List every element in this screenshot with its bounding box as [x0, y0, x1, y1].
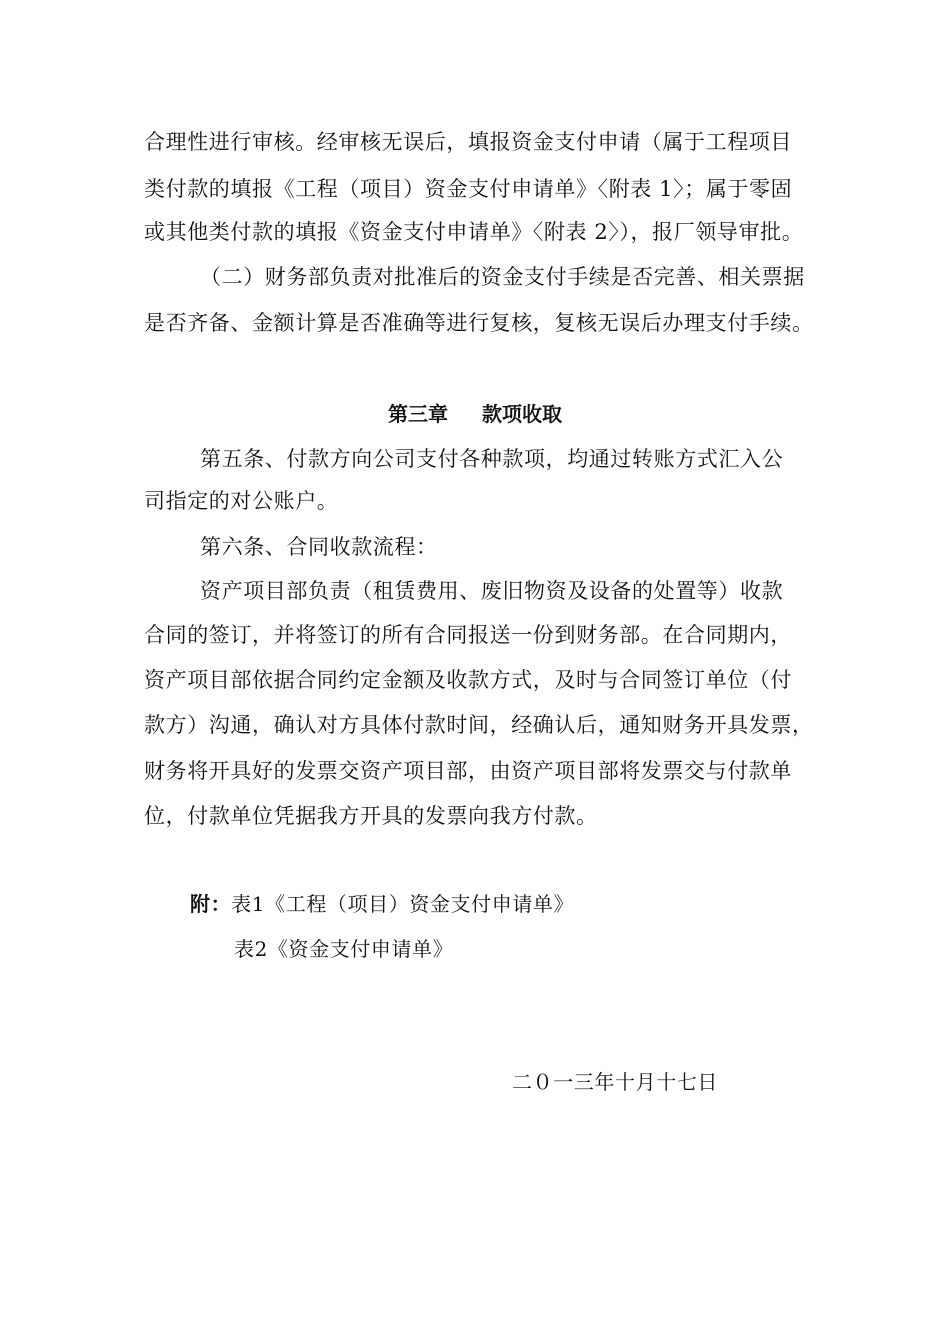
- paragraph-line: 财务将开具好的发票交资产项目部，由资产项目部将发票交与付款单: [144, 759, 792, 783]
- attachment-item-2: 表2《资金支付申请单》: [234, 937, 454, 961]
- paragraph-line: 第五条、付款方向公司支付各种款项，均通过转账方式汇入公: [200, 447, 784, 471]
- paragraph-line: 合理性进行审核。经审核无误后，填报资金支付申请（属于工程项目: [144, 130, 792, 154]
- chapter-number: 第三章: [388, 402, 448, 426]
- chapter-heading: [0, 400, 950, 428]
- paragraph-line: 合同的签订，并将签订的所有合同报送一份到财务部。在合同期内，: [144, 623, 792, 647]
- paragraph-line: 司指定的对公账户。: [144, 489, 339, 513]
- paragraph-line: 是否齐备、金额计算是否准确等进行复核，复核无误后办理支付手续。: [144, 311, 814, 335]
- document-date: 二０一三年十月十七日: [512, 1070, 718, 1094]
- chapter-title: 款项收取: [482, 402, 562, 426]
- paragraph-line: 资产项目部负责（租赁费用、废旧物资及设备的处置等）收款: [200, 579, 784, 603]
- paragraph-line: 或其他类付款的填报《资金支付申请单》〈附表 2〉），报厂领导审批。: [144, 220, 804, 244]
- paragraph-line: 位，付款单位凭据我方开具的发票向我方付款。: [144, 804, 598, 828]
- paragraph-line: 类付款的填报《工程（项目）资金支付申请单》〈附表 1〉；属于零固: [144, 177, 793, 201]
- attachment-label: 附：: [190, 892, 232, 916]
- paragraph-line: （二）财务部负责对批准后的资金支付手续是否完善、相关票据: [200, 265, 805, 289]
- paragraph-line: 资产项目部依据合同约定金额及收款方式，及时与合同签订单位（付: [144, 668, 792, 692]
- attachment-line-1: [190, 890, 790, 918]
- article-title: 第六条、合同收款流程：: [200, 535, 438, 559]
- paragraph-line: 款方）沟通，确认对方具体付款时间，经确认后，通知财务开具发票，: [144, 713, 814, 737]
- attachment-item-1: 表1《工程（项目）资金支付申请单》: [231, 892, 575, 916]
